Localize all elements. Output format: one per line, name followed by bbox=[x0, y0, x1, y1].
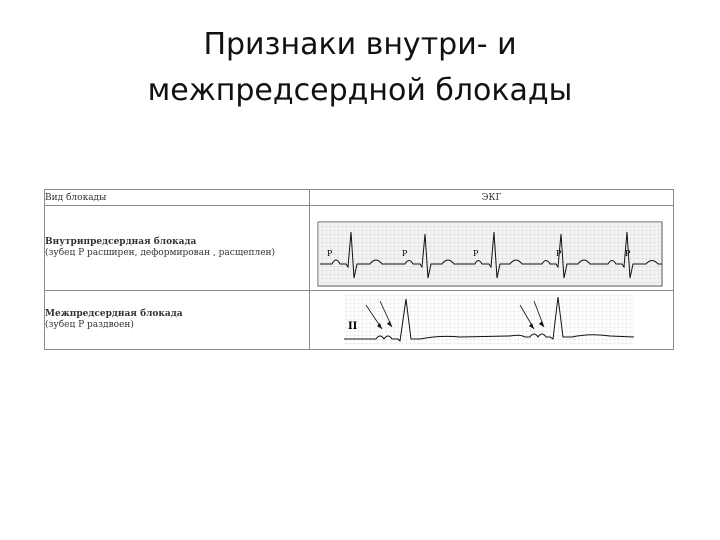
row-name: Внутрипредсердная блокада bbox=[45, 237, 197, 247]
table-row-inter-atrial bbox=[45, 291, 674, 350]
p-wave-label: P bbox=[473, 249, 479, 258]
table-header-row bbox=[45, 190, 674, 206]
blockade-table bbox=[44, 189, 674, 350]
slide-title bbox=[0, 22, 720, 114]
ecg-strip-intra-atrial bbox=[310, 206, 672, 290]
lead-label: II bbox=[348, 321, 358, 332]
row-label-inter-atrial bbox=[45, 291, 310, 350]
ecg-strip-inter-atrial bbox=[310, 291, 672, 349]
row-name: Межпредсердная блокада bbox=[45, 309, 183, 319]
title-line-2: межпредсердной блокады bbox=[147, 73, 573, 108]
p-wave-label: P bbox=[625, 249, 631, 258]
ecg-image-intra-atrial bbox=[310, 206, 674, 291]
title-line-1: Признаки внутри- и bbox=[203, 27, 517, 62]
ecg-image-inter-atrial bbox=[310, 291, 674, 350]
header-ecg: ЭКГ bbox=[310, 190, 674, 206]
table-row-intra-atrial bbox=[45, 206, 674, 291]
p-wave-label: P bbox=[402, 249, 408, 258]
row-description: (зубец P раздвоен) bbox=[45, 320, 134, 330]
header-block-type: Вид блокады bbox=[45, 190, 310, 206]
p-wave-label: P bbox=[556, 249, 562, 258]
row-description: (зубец P расширен, деформирован , расщеплен) bbox=[45, 248, 276, 258]
p-wave-label: P bbox=[327, 249, 333, 258]
row-label-intra-atrial bbox=[45, 206, 310, 291]
